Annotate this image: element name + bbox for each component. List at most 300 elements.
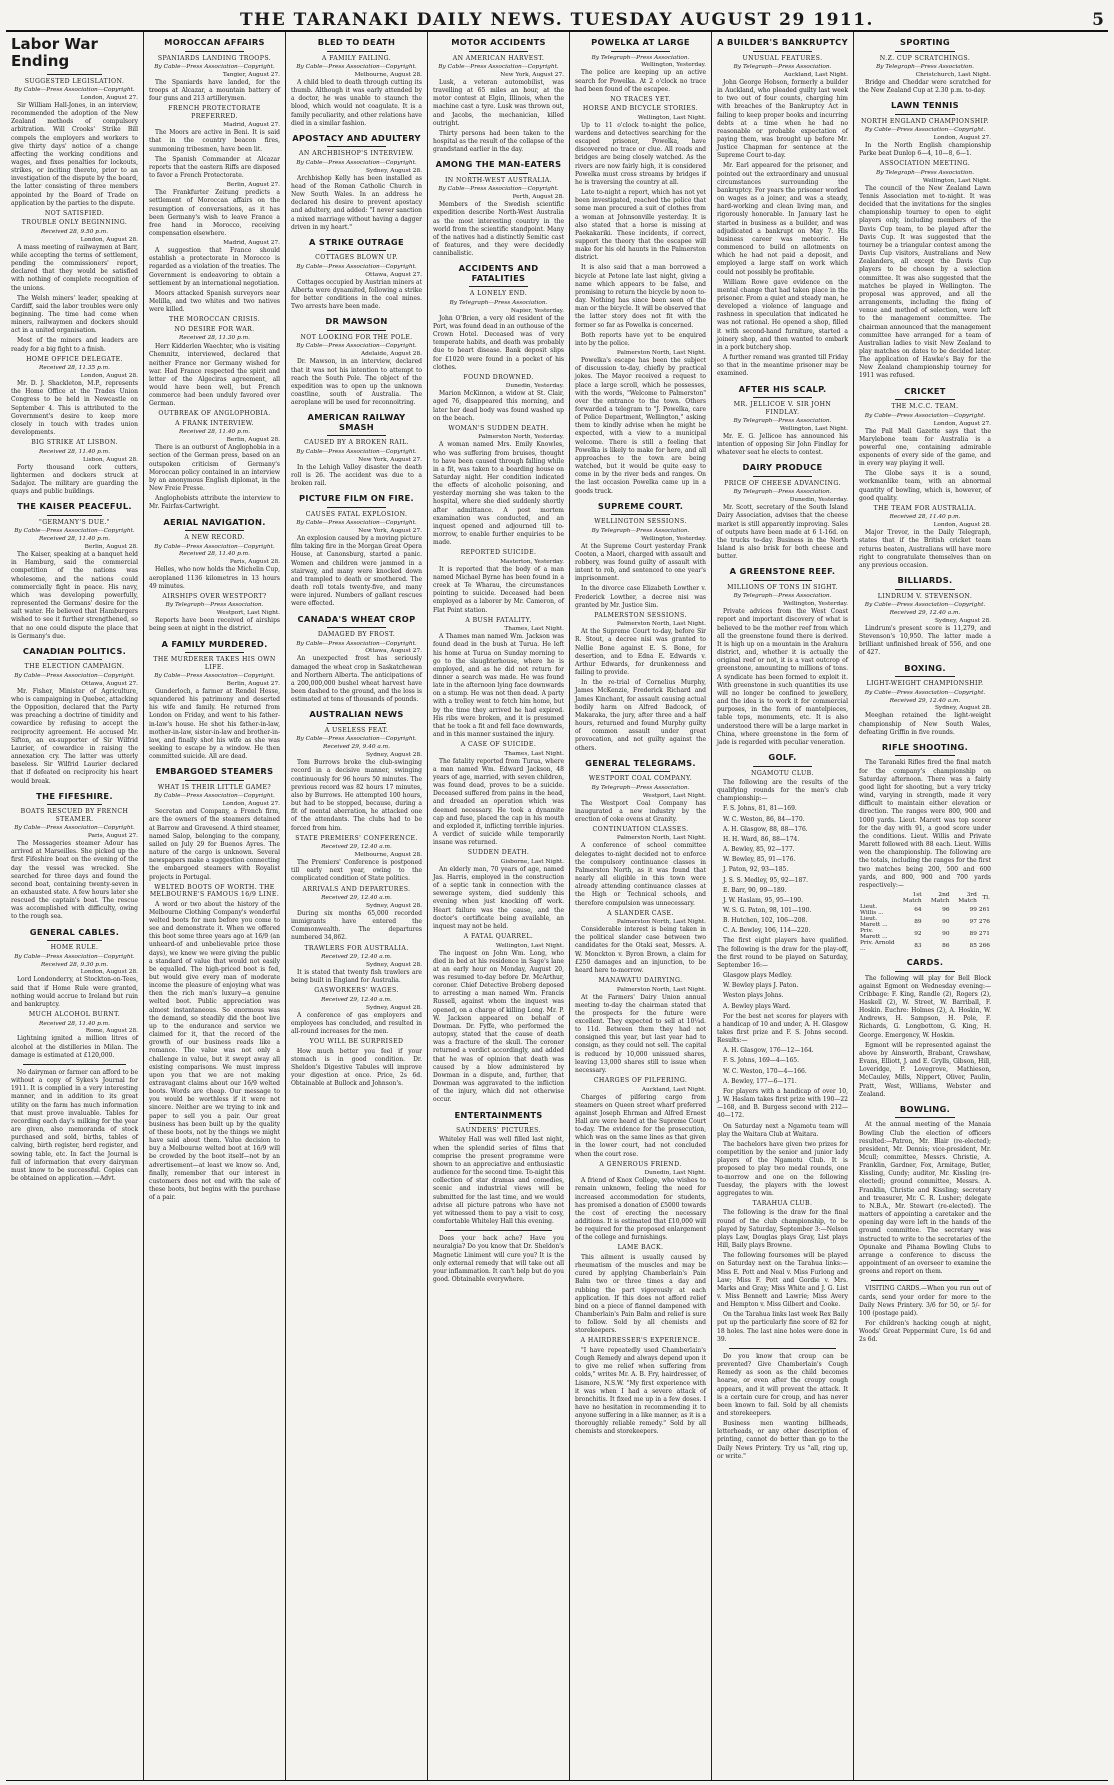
dateline: By Cable—Press Association—Copyright.: [154, 793, 275, 800]
place-date: Berlin, August 28.: [226, 437, 280, 444]
paragraph: A word or two about the history of the Melbourne Clothing Company's wonderful welted boots for men before you come to see and demonstrate it. When we offered this boot some three years ago at 16/9 (an unheard-of and unbelievable price those days), we knew we were giving the public a standard of value that would not easily be equalled. The high-priced boot is fed, but would give every man of moderate income the pleasure of enjoying what was then the rich man's luxury—a genuine welted boot. Public appreciation was almost instantaneous. So enormous was the demand, so steadily did the boot live up to the endurance and service we claimed for it, that the record of the growth of our business reads like a romance. The value was not only a challenge in value, but it swept away all existing comparisons. We must impress upon you that we are not making extravagant claims about our 16/9 welted boots. Words are cheap. Our message to you would be worthless if it were not sincere. Neither are we trying to ink and paper to sell you a pair. Our great business has been built up by the quality of these boots, not by the things we might have said about them. Value decision to buy a Melbourne welted boot at 16/9 will be crowded by the boot itself—not by an advertisement—at least we know so. And, finally, remember that our interest in customers does not end with the sale of these boots, but begins with the purchase of a pair.: [149, 900, 280, 1202]
dateline: Received 28, 11.35 p.m.: [39, 365, 110, 372]
paragraph: The Kaiser, speaking at a banquet held in Hamburg, said the commercial competition of the nations was wholesome, and the nations could commercially fight in peace. His navy, which was developing powerfully, represented the Germans' desire for the salt water. He believed that Hamburgers wished to see it further strengthened, so that no one could dispute the place that is Germany's due.: [11, 551, 138, 640]
table-cell: 85: [969, 942, 977, 949]
article: [717, 385, 848, 458]
subheading: LAME BACK.: [617, 1244, 664, 1252]
headline-rule: [327, 51, 386, 52]
subheading: AIRSHIPS OVER WESTPORT?: [162, 592, 267, 600]
paragraph: The Westport Coal Company has inaugurated a new industry by the erection of coke ovens at Granity.: [575, 799, 706, 823]
dateline: By Cable—Press Association—Copyright.: [14, 528, 135, 535]
subheading: MANAWATU DAIRYING.: [598, 977, 683, 985]
headline-rule: [327, 330, 386, 331]
place-date: Sydney, August 28.: [934, 617, 991, 624]
place-date: London, August 27.: [80, 94, 138, 101]
table-cell: 266: [978, 942, 990, 949]
article-headline: AUSTRALIAN NEWS: [309, 709, 404, 720]
subheading: SUDDEN DEATH.: [467, 849, 530, 857]
place-date: Wellington, Yesterday.: [641, 62, 706, 69]
column-3: [286, 32, 428, 1780]
list-line: Glasgow plays Medley.: [723, 972, 793, 980]
paragraph: John O'Brien, a very old resident of the Port, was found dead in an outhouse of the Crown Hotel. Deceased was of very temperate habits, and death was probably due to heart disease. Bank deposit slips for £1020 were found in a pocket of his clothes.: [433, 314, 564, 371]
subheading: WHAT IS THEIR LITTLE GAME?: [157, 783, 272, 791]
subheading: HOME OFFICE DELEGATE.: [26, 355, 123, 363]
dateline: By Cable—Press Association—Copyright.: [154, 543, 275, 550]
column-4: [428, 32, 570, 1780]
article-headline: A BUILDER'S BANKRUPTCY: [717, 37, 848, 47]
article-headline: LAWN TENNIS: [891, 100, 959, 111]
paragraph: The Welsh miners' leader, speaking at Cardiff, said the labor troubles were only beginning. The time had come when miners, railwaymen and dockers should act in a united organisation.: [11, 294, 138, 335]
place-date: Melbourne, August 28.: [354, 852, 422, 859]
dateline: By Cable—Press Association—Copyright.: [296, 640, 417, 647]
subheading: WOMAN'S SUDDEN DEATH.: [448, 424, 549, 432]
paragraph: In the divorce case Elizabeth Lowther v. Frederick Lowther, a decree nisi was granted by Mr. Justice Sim.: [575, 585, 706, 609]
place-date: Perth, August 28.: [512, 194, 564, 201]
table-cell: 92: [914, 930, 922, 937]
table-cell: 97: [969, 918, 977, 925]
place-date: Melbourne, August 28.: [354, 71, 422, 78]
paragraph: A suggestion that France should establish a protectorate in Morocco is regarded as a violation of the treaties. The Government is endeavoring to obtain a settlement by an international negotiation.: [149, 247, 280, 287]
paragraph: Mr. E. G. Jellicoe has announced his intention of opposing Sir John Findlay for whatever seat he elects to contest.: [717, 432, 848, 457]
subheading: MILLIONS OF TONS IN SIGHT.: [727, 583, 838, 591]
place-date: Madrid, August 27.: [223, 240, 280, 247]
headline-rule: [185, 51, 244, 52]
article: [717, 463, 848, 561]
paragraph: The Globe says it is a sound, workmanlike team, with an abnormal quantity of bowling, which is, however, of good quality.: [859, 470, 991, 502]
paragraph: Helles, who now holds the Michelin Cup, aeroplaned 1136 kilometres in 13 hours 49 minutes.: [149, 566, 280, 590]
paragraph: Mr. Scott, secretary of the South Island Dairy Association, advises that the cheese market is still apparently improving. Sales of outputs have been made at 6 1-16d. on the trucks to-day. Business in the North Island is also brisk for both cheese and butter.: [717, 504, 848, 561]
table-row: [859, 940, 991, 952]
table-cell: 99: [969, 906, 977, 913]
dateline: Received 29, 12.40 a.m.: [321, 894, 392, 901]
paragraph: Most of the miners and leaders are ready for a big fight to a finish.: [11, 337, 138, 353]
section-rule: [445, 1230, 552, 1231]
paragraph: Considerable interest is being taken in the political slander case between two candidates for the Otaki seat, Messrs. A. W. Monckton v. Byron Brown, a claim for £250 damages and an injunction, to be heard here to-morrow.: [575, 926, 706, 974]
subheading: BIG STRIKE AT LISBON.: [31, 439, 118, 447]
place-date: Sydney, August 28.: [365, 167, 422, 174]
place-date: Sydney, August 28.: [365, 752, 422, 759]
column-2: [144, 32, 286, 1780]
subheading: ASSOCIATION MEETING.: [879, 160, 971, 168]
subheading: NO DESIRE FOR WAR.: [174, 325, 255, 333]
subheading: A FRANK INTERVIEW.: [175, 419, 254, 427]
place-date: New York, August 27.: [358, 456, 422, 463]
place-date: Christchurch, Last Night.: [915, 71, 991, 78]
paragraph: Up to 11 o'clock to-night the police, wardens and detectives searching for the escaped prisoner, Powelka, have discovered no trace or clue. All roads and bridges are being closely watched. As the rivers are now fairly high, it is considered Powelka must cross streams by bridges if he is traversing the country at all.: [575, 121, 706, 186]
place-date: Wellington, Last Night.: [779, 425, 848, 432]
place-date: Berlin, August 27.: [226, 182, 280, 189]
dateline: By Telegraph—Press Association.: [733, 63, 832, 70]
table-cell: Lieut. Willis ...: [860, 903, 884, 916]
table-header-cell: Tl.: [982, 894, 990, 901]
subheading: THE MOROCCAN CRISIS.: [169, 316, 260, 324]
subheading: CONTINUATION CLASSES.: [592, 826, 689, 834]
paragraph: Moors attacked Spanish surveyors near Melilla, and two whites and two natives were killed.: [149, 289, 280, 314]
headline-rule: [327, 146, 386, 147]
subheading: NO TRACES YET.: [610, 95, 671, 103]
subheading: AN AMERICAN HARVEST.: [452, 54, 545, 62]
table-cell: 89: [914, 918, 922, 925]
article: [575, 759, 706, 1437]
place-date: Paris, August 28.: [229, 559, 280, 566]
place-date: Madrid, August 27.: [223, 122, 280, 129]
page-number: 5: [1092, 10, 1104, 30]
headline-rule: [469, 286, 528, 287]
place-date: London, August 28.: [80, 236, 138, 243]
masthead-title: THE TARANAKI DAILY NEWS. TUESDAY AUGUST 29 1911.: [240, 10, 874, 30]
place-date: Palmerston North, Last Night.: [616, 919, 706, 926]
table-header-cell: 1st Match: [902, 891, 922, 904]
paragraph: The fatality reported from Turua, where a man named Wm. Edward Jackson, 48 years of age, married, with seven children, was found dead, proves to be a suicide. Deceased suffered from pains in the head, and dreaded an operation which was deemed necessary. He took a dynamite cap and fuse, placed the cap in his mouth and exploded it, inflicting terrible injuries. A verdict of suicide while temporarily insane was returned.: [433, 757, 564, 847]
paragraph: Charges of pilfering cargo from steamers on Queen street wharf preferred against Joseph Ehrman and Alfred Ernest Hall are were heard at the Supreme Court to-day. The evidence for the prosecution, which was on the same lines as that given in the lower court, had not concluded when the court rose.: [575, 1093, 706, 1158]
paragraph: Mr. D. J. Shackleton, M.P., represents the Home Office at the Trades Union Congress to be held in Newcastle on September 4. This is attributed to the Government's desire to keep more closely in touch with trades union developments.: [11, 380, 138, 437]
article: [291, 710, 422, 1088]
headline-rule: [753, 51, 812, 52]
paragraph: Lightning ignited a million litres of alcohol at the distilleries in Milan. The damage is estimated at £120,000.: [11, 1035, 138, 1059]
table-cell: Priv. Arnold ...: [860, 939, 895, 952]
paragraph: The following foursomes will be played on Saturday next on the Tarahua links:—Miss E. Pott and Neal v. Miss Furlong and Law; Miss F. Pott and Gordie v. Mrs. Marks and Gray; Miss White and J. G. List v. Miss Bennett and Lawrie; Miss Avery and Hempton v. Miss Gilbert and Cooke.: [717, 1252, 848, 1309]
article: [859, 743, 991, 952]
article: [11, 36, 138, 496]
subheading: NORTH ENGLAND CHAMPIONSHIP.: [860, 117, 990, 125]
paragraph: On Saturday next a Ngamotu team will play the Waitara Club at Waitara.: [717, 1122, 848, 1138]
column-1: [6, 32, 144, 1780]
subheading: IN NORTH-WEST AUSTRALIA.: [444, 176, 553, 184]
paragraph: Bridge and Cheddar were scratched for the New Zealand Cup at 2.30 p.m. to-day.: [859, 78, 991, 95]
dateline: Received 28, 9.50 p.m.: [40, 228, 109, 235]
article: [11, 928, 138, 1184]
paragraph: During six months 65,000 recorded immigrants have entered the Commonwealth. The departures numbered 34,862.: [291, 909, 422, 942]
paragraph: A Thames man named Wm. Jackson was found dead in the bush at Turua. He left his home at Turua on Sunday morning to go to the slaughterhouse, where he is employed, and as he did not return for dinner a search was made. He was found late in the afternoon lying face downwards on a stump. He was not then dead. A party with a trolley went to fetch him home, but by the time they arrived he had expired. His ribs were broken, and it is presumed that he took a fit and fell face downwards, and in this manner sustained the injury.: [433, 633, 564, 739]
paragraph: A conference of school committee delegates to-night decided not to enforce the compulsory continuance classes in Palmerston North, as it was found that nearly all eligible in this town were already attending continuance classes at the High or Technical schools, and therefore compulsion was unnecessary.: [575, 842, 706, 907]
subheading: A CASE OF SUICIDE.: [460, 741, 537, 749]
section-rule: [729, 1348, 836, 1349]
dateline: By Cable—Press Association—Copyright.: [14, 953, 135, 960]
subheading: THE M.C.C. TEAM.: [891, 403, 959, 411]
paragraph: Business men wanting billheads, letterheads, or any other description of printing, cannot do better than go to the Daily News Printery. Try us "all, ring up, or write.": [717, 1420, 848, 1460]
article: [575, 38, 706, 496]
dateline: Received 28, 11.40 p.m.: [889, 514, 961, 521]
place-date: London, August 27.: [222, 801, 280, 808]
headline-rule: [185, 652, 244, 653]
paragraph: Both reports have yet to be enquired into by the police.: [575, 331, 706, 347]
subheading: NGAMOTU CLUB.: [751, 769, 814, 777]
dateline: By Cable—Press Association—Copyright.: [438, 63, 559, 70]
subheading: NOT LOOKING FOR THE POLE.: [300, 333, 413, 341]
subheading: SUGGESTED LEGISLATION.: [24, 77, 125, 85]
article-headline: GENERAL TELEGRAMS.: [585, 757, 696, 768]
list-line: W. C. Weston, 86, 84—170.: [723, 815, 805, 823]
article: [11, 792, 138, 922]
place-date: Adelaide, August 28.: [360, 351, 422, 358]
place-date: Palmerston North, Yesterday.: [478, 434, 564, 441]
article: [149, 518, 280, 634]
paragraph: Lord Londonderry, at Stockton-on-Tees, said that if Home Rule were granted, nothing would accrue to Ireland but ruin and bankruptcy.: [11, 976, 138, 1008]
place-date: Rome, August 28.: [85, 1028, 138, 1035]
headline-rule: [47, 74, 102, 75]
paragraph: Reports have been received of airships being seen at night in the district.: [149, 617, 280, 633]
paragraph: VISITING CARDS.—When you run out of cards, send your order for more to the Daily News Printery. 3/6 for 50, or 5/- for 100 (postage paid).: [859, 1285, 991, 1317]
article-headline: AFTER HIS SCALP.: [738, 383, 827, 394]
paragraph: This ailment is usually caused by rheumatism of the muscles and may be cured by applying Chamberlain's Pain Balm two or three times a day and rubbing the part vigorously at each application. If this does not afford relief bind on a piece of flannel dampened with Chamberlain's Pain Balm and relief is sure to follow. Sold by all chemists and storekeepers.: [575, 1253, 706, 1335]
subheading: PALMERSTON SESSIONS.: [594, 611, 687, 619]
dateline: Received 28, 11.40 p.m.: [179, 551, 250, 558]
article: [291, 413, 422, 488]
article: [859, 1105, 991, 1345]
article: [859, 664, 991, 737]
dateline: Received 28, 11.30 p.m.: [179, 335, 250, 342]
article-headline: GENERAL CABLES.: [29, 926, 120, 937]
headline-rule: [185, 530, 244, 531]
place-date: Berlin, August 28.: [84, 544, 138, 551]
article-headline: Labor War Ending: [11, 35, 98, 71]
subheading: A USELESS FEAT.: [324, 726, 389, 734]
article: [11, 502, 138, 641]
column-7: [854, 32, 996, 1780]
place-date: Napier, Yesterday.: [510, 307, 564, 314]
dateline: Received 28, 11.40 p.m.: [179, 429, 250, 436]
headline-rule: [895, 114, 955, 115]
place-date: Ottawa, August 27.: [365, 648, 422, 655]
paragraph: A mass meeting of railwaymen at Barr, while accepting the terms of settlement, pending the commissioners' report, declared that they would be satisfied with nothing of complete recognition of the unions.: [11, 243, 138, 292]
paragraph: Sir William Hall-Jones, in an interview, recommended the adoption of the New Zealand methods of compulsory arbitration. Will Crooks' Strike Bill compels the employers and workers to give thirty days' notice of a change affecting the working conditions and wages, and fixes penalties for lockouts, strikes, or inciting thereto, prior to an investigation of the dispute by the board, the latter consisting of three members appointed by the Board of Trade on application by the parties to the dispute.: [11, 101, 138, 207]
article: [859, 38, 991, 95]
paragraph: Egmont will be represented against the above by Ainsworth, Brabant, Crawshaw, Evans, Elliott, J. and E. Grylls, Gibson, Hill, Loveridge, P. Lovegrove, Mathieson, McCauley, Mills, Nippert, Oliver, Paulin, Pratt, West, Williams, Webster and Zealand.: [859, 1041, 991, 1098]
subheading: FOUND DROWNED.: [463, 373, 534, 381]
paragraph: A conference of gas employers and employees has concluded, and resulted in all-round increases for the men.: [291, 1011, 422, 1035]
table-header-cell: [859, 892, 896, 904]
headline-rule: [327, 250, 386, 251]
paragraph: No dairyman or farmer can afford to be without a copy of Sykes's Journal for 1911. It is complied in a very interesting manner, and in addition to its great utility on the farm has much information that must prove invaluable. Tables for recording each day's milking for the year are given, also memoranda of stock purchased and sold, births, tables of calving, birth register, herd register, and sowing table, etc. In fact the Journal is full of information that every dairyman must know to be successful. Copies can be obtained on application.—Advt.: [11, 1068, 138, 1182]
table-cell: 276: [978, 918, 990, 925]
subheading: TRAWLERS FOR AUSTRALIA.: [304, 944, 409, 952]
paragraph: Private advices from the West Coast report and important discovery of what is believed to be the mother reef from which all the greenstone found there is derived. It is high up on a mountain in the Arahura district, and, whether it is actually the original reef or not, it is a vast outcrop of greenstone, amounting to millions of tons. A syndicate has been formed to exploit it. With greenstone in such quantities its use will no longer be confined to jewellery, and the idea is to work it for commercial purposes, in the form of mantelpieces, table tops, monuments, etc. It is also understood there will be a large market in China, where greenstone in the form of jade is regarded with peculiar veneration.: [717, 608, 848, 746]
paragraph: Major Trevor, in the Daily Telegraph, states that if the British cricket team returns beaten, Australians will have more right to congratulate themselves than on any previous occasion.: [859, 529, 991, 569]
place-date: Wellington, Yesterday.: [641, 535, 706, 542]
paragraph: Late to-night a report, which has not yet been investigated, reached the police that some man procured a suit of clothes from a woman at Johnsonville yesterday. It is also stated that a horse is missing at Paekakariki. These incidents, if correct, support the theory that the escapee will make for his old haunts in the Palmerston district.: [575, 189, 706, 262]
place-date: Tangier, August 27.: [222, 71, 280, 78]
headline-rule: [895, 676, 955, 677]
subheading: A NEW RECORD.: [184, 534, 245, 542]
article-headline: ACCIDENTS AND FATALITIES: [458, 263, 539, 283]
paragraph: Lusk, a veteran automobilist, was travelling at 65 miles an hour, at the motor contest at Elgin, Illinois, when the machine cast a tyre. Lusk was thrown out, and Jacobs, the mechanician, killed outright.: [433, 78, 564, 127]
dateline: By Cable—Press Association—Copyright.: [864, 412, 986, 419]
subheading: REPORTED SUICIDE.: [460, 549, 537, 557]
paragraph: Tom Burrows broke the club-swinging record in a decisive manner, swinging continuously for 96 hours 50 minutes. The previous record was 82 hours 17 minutes, also by Burrows. He attempted 100 hours, but had to be stopped, because, during a fit of mental aberration, he attacked one of the attendants. The clubs had to be forced from him.: [291, 759, 422, 832]
headline-rule: [611, 771, 670, 772]
table-cell: 96: [942, 906, 950, 913]
column-5: [570, 32, 712, 1780]
article-headline: BOWLING.: [899, 1103, 951, 1114]
table-cell: 261: [978, 906, 990, 913]
subheading: A LONELY END.: [469, 290, 528, 298]
list-line: J. Paton, 92, 93—185.: [723, 866, 789, 874]
table-cell: 90: [942, 918, 950, 925]
subheading: WELTED BOOTS OF WORTH. THE MELBOURNE'S FAMOUS 16/9 LINE.: [149, 883, 280, 899]
paragraph: Thirty persons had been taken to the hospital as the result of the collapse of the grandstand earlier in the day.: [433, 129, 564, 154]
section-rule: [23, 1064, 126, 1065]
headline-rule: [895, 1117, 955, 1118]
table-cell: 89: [969, 930, 977, 937]
place-date: Masterton, Yesterday.: [500, 558, 564, 565]
place-date: Wellington, Yesterday.: [783, 601, 848, 608]
article-headline: POWELKA AT LARGE: [591, 37, 690, 47]
list-line: W. C. Weston, 170—4—166.: [723, 1067, 807, 1075]
place-date: Thames, Last Night.: [504, 750, 564, 757]
place-date: London, August 27.: [933, 135, 991, 142]
article-headline: A GREENSTONE REEF.: [729, 566, 836, 577]
list-line: A. H. Glasgow, 88, 88—176.: [723, 825, 808, 833]
paragraph: Do you know that croup can be prevented? Give Chamberlain's Cough Remedy as soon as the child becomes hoarse, or even after the croupy cough appears, and it will prevent the attack. It is a certain cure for croup, and has never been known to fail. Sold by all chemists and storekeepers.: [717, 1352, 848, 1417]
dateline: Received 29, 12.40 a.m.: [889, 697, 961, 704]
subheading: YOU WILL BE SURPRISED: [309, 1038, 404, 1046]
paragraph: "I have repeatedly used Chamberlain's Cough Remedy and always depend upon it to give me relief when suffering from colds," writes Mr. A. B. Fry, hairdresser, of Lismore, N.S.W. "My first experience with it was when I had a severe attack of bronchitis. It fixed me up in a few doses. I have no hesitation in recommending it to anyone suffering in a like manner, as it is a thoroughly reliable remedy." Sold by all chemists and storekeepers.: [575, 1346, 706, 1436]
table-cell: 83: [914, 942, 922, 949]
place-date: Westport, Last Night.: [216, 610, 280, 617]
paragraph: Dr. Mawson, in an interview, declared that it was not his intention to attempt to reach the South Pole. The object of the expedition was to open up the unknown coastline, south of Australia. The aeroplane will be used for reconnoitring.: [291, 358, 422, 407]
article-headline: DAIRY PRODUCE: [742, 462, 823, 473]
paragraph: Marion McKinnon, a widow at St. Clair, aged 76, disappeared this morning, and later her dead body was found washed up on the beach.: [433, 390, 564, 422]
paragraph: In the re-trial of Cornelius Murphy, James McKenzie, Frederick Richard and James Kinchant, for assault causing actual bodily harm on Alfred Badcock, of Makaraka, the jury, after three and a half hours, returned and found Murphy guilty of common assault under great provocation, and not guilty against the others.: [575, 679, 706, 752]
paragraph: How much better you feel if your stomach is in good condition. Dr. Sheldon's Digestive Tabules will improve your digestion at once. Price, 2s 6d. Obtainable at Bullock and Johnson's.: [291, 1047, 422, 1088]
paragraph: Powelka's escape has been the subject of discussion to-day, chiefly by practical jokes. The Mayor received a request to place a large scroll, which he possesses, with the words, "Welcome to Palmerston" over the entrance to the town. Others forwarded a telegram to "J. Powelka, care of Police Department, Wellington," asking them to kindly advise when he might be expected, with a view to a municipal welcome. There is still a feeling that Powelka is likely to make for here, and all approaches to the town are being watched, but it would be quite easy to come in by the river beds and ranges. On the last occasion Powelka came up in a goods truck.: [575, 357, 706, 495]
paragraph: There is an outburst of Anglophobia in a section of the German press, based on an outspoken criticism of Germany's Moroccan policy contained in an interview by an anonymous English diplomat, in the New Freie Presse.: [149, 444, 280, 493]
place-date: Palmerston North, Last Night.: [616, 350, 706, 357]
dateline: By Cable—Press Association—Copyright.: [296, 343, 417, 350]
article-headline: APOSTACY AND ADULTERY: [292, 132, 421, 143]
dateline: By Cable—Press Association—Copyright.: [296, 159, 417, 166]
article: [859, 387, 991, 571]
subheading: LINDRUM V. STEVENSON.: [877, 592, 973, 600]
place-date: Sydney, August 28.: [365, 902, 422, 909]
subheading: LIGHT-WEIGHT CHAMPIONSHIP.: [866, 680, 984, 688]
article: [291, 134, 422, 232]
paragraph: Anglophobists attribute the interview to Mr. Fairfax-Cartwright.: [149, 495, 280, 511]
dateline: By Telegraph—Press Association.: [875, 63, 974, 70]
article-headline: THE FIFESHIRE.: [36, 790, 113, 801]
place-date: Wellington, Last Night.: [922, 177, 991, 184]
headline-rule: [47, 940, 102, 941]
dateline: Received 28, 11.40 p.m.: [39, 1020, 110, 1027]
headline-rule: [327, 723, 386, 724]
dateline: By Telegraph—Press Association.: [733, 417, 832, 424]
list-line: A. Bewley plays Ward.: [723, 1002, 791, 1010]
list-line: H. H. Ward, 86, 88—174.: [723, 835, 800, 843]
subheading: SPANIARDS LANDING TROOPS.: [157, 54, 272, 62]
paragraph: The Taranaki Rifles fired the final match for the company's championship on Saturday afternoon. There was a fairly good light for shooting, but a very tricky wind, varying in strength, made it very difficult to maintain either elevation or direction. The ranges were 800, 900 and 1000 yards. Lieut. Marett was top scorer for the day with 91, a good score under the conditions. Lieut. Willis and Private Marett followed with 88 each. Lieut. Willis won the championship. The following are the totals, including the ranges for the first two matches being 200, 500 and 600 yards, and 800, 900 and 700 yards respectively:—: [859, 759, 991, 889]
article: [433, 38, 564, 154]
headline-rule: [47, 804, 102, 805]
paragraph: A friend of Knox College, who wishes to remain unknown, feeling the need for increased accommodation for students, has promised a donation of £5000 towards the cost of erecting the necessary additions. It is estimated that £10,000 will be required for the proposed enlargement of the college and furnishings.: [575, 1177, 706, 1242]
article-headline: PICTURE FILM ON FIRE.: [299, 493, 414, 504]
dateline: By Cable—Press Association—Copyright.: [154, 63, 275, 70]
table-row: [859, 928, 991, 940]
paragraph: Members of the Swedish scientific expedition describe North-West Australia as the most interesting country in the world from the scientific standpoint. Many of the natives had a distinctly Semitic cast of features, and they were decidedly cannibalistic.: [433, 201, 564, 258]
place-date: London, August 28.: [933, 522, 991, 529]
headline-rule: [895, 755, 955, 756]
dateline: By Telegraph—Press Association.: [733, 593, 832, 600]
article-headline: BILLIARDS.: [897, 575, 953, 586]
list-line: A. Bewley, 177—6—171.: [723, 1077, 797, 1085]
article: [717, 753, 848, 1461]
dateline: By Cable—Press Association—Copyright.: [864, 602, 986, 609]
place-date: Berlin, August 27.: [226, 680, 280, 687]
subheading: A SLANDER CASE.: [607, 909, 674, 917]
dateline: Received 29, 12.40 a.m.: [321, 996, 392, 1003]
paragraph: It is also said that a man borrowed a bicycle at Petone late last night, giving a name which appears to be false, and promising to return the bicycle by noon to-day. Nothing has since been seen of the man or the bicycle. It will be observed that the latter story does not fit with the former so far as Powelka is concerned.: [575, 264, 707, 329]
list-line: B. Hutchen, 102, 106—208.: [723, 917, 808, 925]
place-date: Dunedin, Yesterday.: [505, 383, 564, 390]
article-headline: BOXING.: [904, 662, 946, 673]
place-date: Palmerston North, Last Night.: [616, 835, 706, 842]
paragraph: The inquest on John Wm. Long, who died in bed at his residence in Sage's lane at an early hour on Monday, August 20, was resumed to-day before Dr. McArthur, coroner. Chief Detective Broberg deposed to arresting a man named Wm. Francis Russell, against whom the inquest was opened, on a charge of killing Long. Mr. P. W. Jackson appeared on behalf of Dowman. Dr. Fyffe, who performed the autopsy, stated that the cause of death was a fracture of the skull. The coroner returned a verdict accordingly, and added that he was of opinion that death was caused by a blow administered by Dowman in a dispute, and, further, that Dowman was aggravated to the infliction of the injury, which did not otherwise occur.: [433, 949, 564, 1104]
subheading: STATE PREMIERS' CONFERENCE.: [295, 834, 418, 842]
headline-rule: [895, 51, 955, 52]
dateline: By Telegraph—Press Association.: [875, 169, 974, 176]
headline-rule: [611, 51, 670, 52]
place-date: Dunedin, Yesterday.: [789, 497, 848, 504]
subheading: A BUSH FATALITY.: [465, 616, 532, 624]
list-line: W. Bewley plays J. Paton.: [723, 982, 799, 990]
paragraph: A child bled to death through cutting its thumb. Although it was early attended by a doctor, he was unable to staunch the blood, which would not coagulate. It is a family peculiarity, and other relations have died in a similar fashion.: [291, 78, 422, 127]
place-date: Auckland, Last Night.: [641, 1086, 706, 1093]
paragraph: John George Hobson, formerly a builder in Auckland, who pleaded guilty last week to two out of four counts, charging him with breaches of the Bankruptcy Act in failing to keep proper books and incurring debts at a time when he had no reasonable or probable expectation of paying them, was brought up before Mr. Justice Chapman for sentence at the Supreme Court to-day.: [717, 78, 848, 160]
dateline: By Cable—Press Association—Copyright.: [864, 127, 986, 134]
paragraph: The Premiers' Conference is postponed till early next year, owing to the complicated condition of State politics.: [291, 859, 422, 883]
article-headline: MOTOR ACCIDENTS: [451, 37, 546, 47]
table-cell: 271: [978, 930, 990, 937]
article-headline: THE KAISER PEACEFUL.: [17, 501, 132, 512]
place-date: Dunedin, Last Night.: [644, 1170, 706, 1177]
dateline: By Telegraph—Press Association.: [733, 489, 832, 496]
subheading: THE TEAM FOR AUSTRALIA.: [873, 504, 977, 512]
section-rule: [871, 1280, 979, 1281]
article-headline: EMBARGOED STEAMERS: [155, 766, 274, 777]
article-headline: ENTERTAINMENTS: [454, 1109, 543, 1120]
place-date: Auckland, Last Night.: [783, 71, 848, 78]
article: [291, 494, 422, 608]
place-date: Gisborne, Last Night.: [500, 858, 564, 865]
subheading: NOT SATISFIED.: [44, 209, 105, 217]
article: [291, 238, 422, 312]
paragraph: An unexpected frost has seriously damaged the wheat crop in Saskatchewan and Northern Alberta. The anticipations of a 200,000,000 bushel wheat harvest have been dashed to the ground, and the loss is estimated at tens of thousands of pounds.: [291, 655, 422, 704]
columns: [6, 32, 1108, 1781]
dateline: By Telegraph—Press Association.: [591, 527, 690, 534]
dateline: Received 29, 12.40 a.m.: [889, 610, 961, 617]
subheading: MR. JELLICOE V. SIR JOHN FINDLAY.: [733, 401, 832, 416]
article: [149, 640, 280, 762]
article: [859, 576, 991, 658]
table-row: [859, 916, 991, 928]
article-headline: A STRIKE OUTRAGE: [309, 236, 404, 247]
table-cell: 90: [942, 930, 950, 937]
paragraph: The following are the results of the qualifying rounds for the men's club championship:—: [717, 778, 848, 803]
article: [575, 502, 706, 753]
dateline: Received 29, 12.40 a.m.: [321, 844, 392, 851]
scores-table: [859, 892, 991, 952]
article-headline: CANADA'S WHEAT CROP: [297, 613, 416, 624]
subheading: TARAHUA CLUB.: [752, 1199, 813, 1207]
paragraph: It is stated that twenty fish trawlers are being built in England for Australia.: [291, 968, 422, 985]
paragraph: The Frankfurter Zeitung predicts a settlement of Moroccan affairs on the resumption of conversations, as it has been Germany's wish to leave France a free hand in Morocco, receiving compensation elsewhere.: [149, 189, 280, 237]
paragraph: Mr. Fisher, Minister of Agriculture, who is campaigning in Quebec, attacking the Opposition, declared that the Party was preaching a doctrine of timidity and cowardice by refusing to accept the reciprocity agreement. He accused Mr. Sifton, an ex-supporter of Sir Wilfrid Laurier, of cowardice in raising the annexation cry. The latter was utterly baseless. Sir Wilfrid Laurier declared that if defeated on reciprocity his heart would break.: [11, 687, 138, 785]
article-headline: AERIAL NAVIGATION.: [163, 516, 266, 527]
paragraph: Secretan and Company, a French firm, are the owners of the steamers detained at Barrow and Gravesend. A third steamer, named Salop, belonging to the company, sailed on July 29 for Buenos Ayres. The nature of the cargo is unknown. Several newspapers make a suggestion connecting the embargoed steamers with Royalist projects in Portugal.: [149, 808, 280, 881]
list-line: Weston plays Johns.: [723, 992, 784, 1000]
place-date: London, August 27.: [933, 420, 991, 427]
article: [11, 647, 138, 786]
headline-rule: [327, 507, 386, 508]
